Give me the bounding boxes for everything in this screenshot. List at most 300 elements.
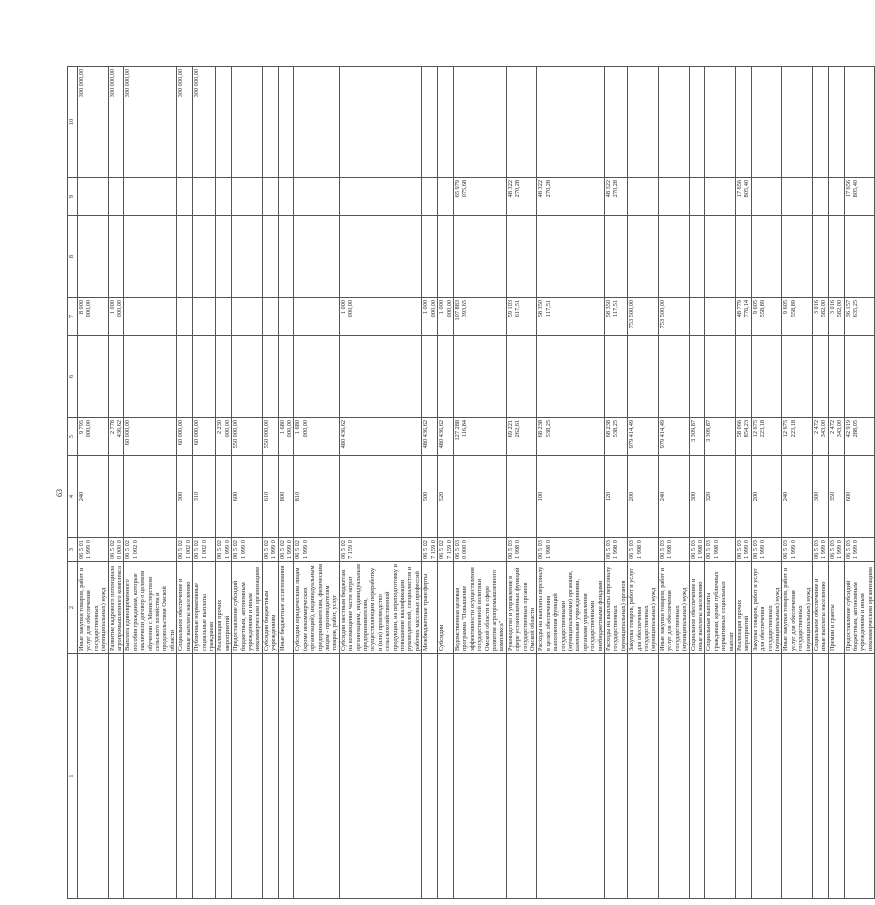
row-number-cell [78,654,109,899]
cell-c8 [232,216,263,298]
cell-c5: 480 436,62 [339,418,421,456]
cell-c6 [108,336,124,418]
cell-name: Иные закупки товаров, работ и услуг для обеспечения государственных (муниципальных) нужд [782,562,813,654]
cell-c6 [628,336,659,418]
row-number-cell [278,654,294,899]
table-row [422,67,438,899]
cell-kvr: 240 [78,456,109,538]
cell-name: Иные бюджетные ассигнования [278,562,294,654]
cell-c9 [124,178,177,216]
table-row [735,67,751,899]
cell-c5: 68 238 538,25 [537,418,605,456]
cell-name: Иные закупки товаров, работ и услуг для обеспечения государственных (муниципальных) нужд [658,562,689,654]
cell-c9 [689,178,705,216]
cell-c8 [78,216,109,298]
cell-code: 06 5 03 1 999 0 [782,538,813,562]
cell-c5: 68 238 538,25 [605,418,628,456]
cell-name: Субсидии [438,562,454,654]
cell-c6 [262,336,278,418]
cell-c10 [537,67,605,178]
table-row [782,67,813,899]
cell-c10 [262,67,278,178]
cell-c6 [844,336,875,418]
cell-c7 [124,298,177,336]
cell-c7: 1 000 000,00 [422,298,438,336]
cell-kvr: 300 [689,456,705,538]
cell-name: Ведомственная целевая программа "Повышение эффективности осуществления государственной политики Омской области в сфере развития агропромышленного комплекса" [453,562,506,654]
cell-code: 06 5 02 1 999 0 [278,538,294,562]
cell-c10 [278,67,294,178]
cell-code: 06 5 02 1 999 0 [294,538,339,562]
budget-table [67,66,875,899]
cell-c6 [751,336,782,418]
table-row [689,67,705,899]
cell-code: 06 5 03 1 998 0 [506,538,537,562]
cell-code: 06 5 01 1 999 0 [78,538,109,562]
table-row [232,67,263,899]
cell-c9: 48 322 270,28 [506,178,537,216]
cell-c6 [658,336,689,418]
cell-c5: 12 675 223,18 [751,418,782,456]
cell-c9 [78,178,109,216]
cell-c6 [124,336,177,418]
cell-c10 [735,67,751,178]
cell-code: 06 5 03 1 998 0 [658,538,689,562]
cell-c9: 17 656 805,40 [735,178,751,216]
cell-kvr [124,456,177,538]
cell-c10 [605,67,628,178]
cell-c5: 1 680 000,00 [278,418,294,456]
cell-c10 [828,67,844,178]
table-row [294,67,339,899]
row-number-cell [453,654,506,899]
cell-kvr: 520 [438,456,454,538]
cell-c5: 60 000,00 [193,418,216,456]
row-number-cell [782,654,813,899]
cell-kvr: 610 [262,456,278,538]
cell-c5: 1 680 000,00 [294,418,339,456]
cell-kvr: 320 [705,456,736,538]
cell-code: 06 5 03 1 998 0 [689,538,705,562]
cell-c5: 550 000,00 [232,418,263,456]
cell-c10 [844,67,875,178]
cell-c5: 480 436,62 [422,418,438,456]
cell-code: 06 5 03 1 999 0 [813,538,829,562]
table-row [537,67,605,899]
cell-name: Закупка товаров, работ и услуг для обеспечения государственных (муниципальных) нужд [751,562,782,654]
cell-c8 [438,216,454,298]
row-number-cell [735,654,751,899]
cell-c9 [177,178,193,216]
cell-name: Реализация прочих мероприятий [216,562,232,654]
cell-c6 [705,336,736,418]
cell-c5: 2 230 000,00 [216,418,232,456]
cell-c8 [628,216,659,298]
cell-c6 [294,336,339,418]
cell-c8 [844,216,875,298]
cell-c8 [124,216,177,298]
table-row [506,67,537,899]
cell-name: Социальное обеспечение и иные выплаты населению [813,562,829,654]
cell-c7: 9 605 558,89 [782,298,813,336]
cell-kvr: 600 [232,456,263,538]
cell-code: 06 5 02 1 999 0 [232,538,263,562]
cell-c9 [828,178,844,216]
row-number-cell [193,654,216,899]
cell-c6 [422,336,438,418]
header-cell: 4 [68,456,78,538]
cell-c9 [278,178,294,216]
cell-c10 [705,67,736,178]
header-cell: 3 [68,538,78,562]
cell-c5: 2 472 343,00 [828,418,844,456]
cell-c9 [751,178,782,216]
cell-c7: 48 779 776,14 [735,298,751,336]
cell-code: 06 5 03 1 998 0 [605,538,628,562]
cell-c8 [294,216,339,298]
row-number-cell [628,654,659,899]
cell-c8 [278,216,294,298]
cell-kvr [735,456,751,538]
page-number: 63 [55,489,64,497]
row-number-cell [658,654,689,899]
cell-c7: 9 605 558,89 [751,298,782,336]
cell-kvr: 310 [193,456,216,538]
cell-c7 [278,298,294,336]
cell-c9 [813,178,829,216]
row-number-cell [294,654,339,899]
cell-code: 06 5 03 1 999 0 [735,538,751,562]
cell-c5: 2 472 343,00 [813,418,829,456]
table-row [108,67,124,899]
cell-c6 [193,336,216,418]
cell-kvr: 300 [813,456,829,538]
cell-kvr: 600 [844,456,875,538]
cell-c8 [658,216,689,298]
cell-c10 [782,67,813,178]
row-number-cell [537,654,605,899]
cell-c5: 12 675 223,18 [782,418,813,456]
row-number-cell [262,654,278,899]
cell-c10 [658,67,689,178]
cell-c5: 550 000,00 [262,418,278,456]
cell-code: 06 5 02 1 999 0 [216,538,232,562]
cell-c8 [537,216,605,298]
cell-c7 [689,298,705,336]
cell-kvr [108,456,124,538]
table-row [844,67,875,899]
cell-name: Иные закупки товаров, работ и услуг для обеспечения государственных (муниципальных) нужд [78,562,109,654]
cell-c8 [813,216,829,298]
cell-c7: 8 000 000,00 [78,298,109,336]
table-row [78,67,109,899]
row-number-cell [506,654,537,899]
row-number-cell [422,654,438,899]
cell-c10 [232,67,263,178]
row-number-cell [689,654,705,899]
cell-c5: 58 066 854,23 [735,418,751,456]
cell-kvr: 300 [177,456,193,538]
cell-code: 06 5 02 1 002 0 [177,538,193,562]
cell-c8 [735,216,751,298]
cell-name: Предоставление субсидий бюджетным, автономным учреждениям и иным некоммерческим организациям [232,562,263,654]
row-number-cell [438,654,454,899]
cell-c6 [453,336,506,418]
cell-c5: 60 000,00 [177,418,193,456]
cell-c10 [628,67,659,178]
cell-name: Развитие кадрового потенциала агропромышленного комплекса [108,562,124,654]
table-row [628,67,659,899]
cell-name: Социальное обеспечение и иные выплаты населению [177,562,193,654]
cell-c8 [751,216,782,298]
cell-code: 06 5 02 7 159 0 [438,538,454,562]
row-number-cell [751,654,782,899]
cell-c6 [828,336,844,418]
cell-c8 [689,216,705,298]
header-cell: 8 [68,216,78,298]
cell-c6 [438,336,454,418]
cell-c9 [628,178,659,216]
cell-c10 [422,67,438,178]
cell-c7: 36 157 635,25 [844,298,875,336]
cell-c10 [216,67,232,178]
cell-c8 [108,216,124,298]
cell-c10 [689,67,705,178]
cell-c9 [262,178,278,216]
cell-code: 06 5 02 1 002 0 [193,538,216,562]
cell-c5: 69 221 262,61 [506,418,537,456]
cell-code: 06 5 03 0 000 0 [453,538,506,562]
cell-name: Предоставление субсидий бюджетным, автономным учреждениям и иным некоммерческим организациям [844,562,875,654]
cell-code: 06 5 02 7 159 0 [422,538,438,562]
header-cell: 7 [68,298,78,336]
cell-c5: 2 778 436,62 [108,418,124,456]
cell-name: Субсидии местным бюджетам на возмещение части затрат организациям, индивидуальным предпринимателям, осуществляющим переработку и (или) производство сельскохозяйственной продукции, на переподготовку и повышение квалификации руководителей, специалистов и рабочих массовых профессий [339,562,421,654]
cell-c10 [438,67,454,178]
table-row [705,67,736,899]
cell-c7: 3 016 582,00 [828,298,844,336]
table-row [262,67,278,899]
cell-c8 [453,216,506,298]
cell-c6 [605,336,628,418]
cell-code: 06 5 02 1 002 0 [124,538,177,562]
cell-kvr [453,456,506,538]
table-row [438,67,454,899]
cell-kvr: 800 [278,456,294,538]
cell-kvr [339,456,421,538]
cell-c8 [177,216,193,298]
cell-name: Субсидии юридическим лицам (кроме некоммерческих организаций), индивидуальным предпринимателям, физическим лицам - производителям товаров, работ, услуг [294,562,339,654]
cell-c7: 107 883 393,65 [453,298,506,336]
cell-c7: 59 103 617,51 [506,298,537,336]
cell-c10: 300 000,00 [108,67,124,178]
cell-c6 [735,336,751,418]
header-row [68,67,78,899]
cell-c9 [108,178,124,216]
cell-c9: 17 656 805,40 [844,178,875,216]
cell-c8 [193,216,216,298]
cell-c8 [216,216,232,298]
header-cell: 1 [68,654,78,899]
cell-c7: 1 000 000,00 [438,298,454,336]
header-cell: 6 [68,336,78,418]
cell-c8 [506,216,537,298]
cell-c5: 9 795 000,00 [78,418,109,456]
cell-c10: 300 000,00 [124,67,177,178]
cell-c5: 3 309,87 [705,418,736,456]
row-number-cell [216,654,232,899]
cell-name: Расходы на выплаты персоналу в целях обеспечения выполнения функций государственными (муниципальными) органами, казенными учреждениями, органами управления государственными внебюджетными фондами [537,562,605,654]
cell-name: Межбюджетные трансферты [422,562,438,654]
cell-c5: 3 309,87 [689,418,705,456]
cell-c10 [339,67,421,178]
cell-code: 06 5 03 1 999 0 [751,538,782,562]
cell-name: Реализация прочих мероприятий [735,562,751,654]
cell-code: 06 5 03 1 998 0 [628,538,659,562]
cell-name: Закупка товаров, работ и услуг для обеспечения государственных (муниципальных) нужд [628,562,659,654]
cell-kvr: 240 [782,456,813,538]
cell-c6 [232,336,263,418]
cell-code: 06 5 03 1 998 0 [537,538,605,562]
header-cell: 9 [68,178,78,216]
row-number-cell [177,654,193,899]
cell-c8 [422,216,438,298]
cell-c8 [705,216,736,298]
header-cell: 2 [68,562,78,654]
cell-c5: 127 288 116,84 [453,418,506,456]
table-row [278,67,294,899]
cell-c9 [294,178,339,216]
cell-kvr: 500 [422,456,438,538]
row-number-cell [844,654,875,899]
cell-c7: 1 000 000,00 [339,298,421,336]
cell-code: 06 5 03 1 999 0 [828,538,844,562]
table-row [193,67,216,899]
rotated-content [53,48,874,905]
cell-kvr [506,456,537,538]
cell-c9: 65 979 075,68 [453,178,506,216]
cell-c7 [294,298,339,336]
cell-code: 06 5 03 1 998 0 [705,538,736,562]
cell-c9 [782,178,813,216]
cell-c10 [751,67,782,178]
cell-code: 06 5 02 0 000 0 [108,538,124,562]
cell-c8 [782,216,813,298]
cell-c10 [813,67,829,178]
cell-c9 [422,178,438,216]
table-row [813,67,829,899]
cell-c6 [537,336,605,418]
cell-c8 [605,216,628,298]
row-number-cell [124,654,177,899]
cell-c9: 48 322 270,28 [605,178,628,216]
document-page [53,48,874,905]
cell-name: Премии и гранты [828,562,844,654]
cell-c10: 300 000,00 [78,67,109,178]
table-row [605,67,628,899]
cell-c8 [262,216,278,298]
row-number-cell [813,654,829,899]
cell-kvr: 200 [628,456,659,538]
cell-c6 [78,336,109,418]
cell-c7: 58 350 117,51 [537,298,605,336]
cell-code: 06 5 02 7 159 0 [339,538,421,562]
cell-c9 [193,178,216,216]
cell-code: 06 5 02 1 999 0 [262,538,278,562]
cell-c9: 48 322 270,28 [537,178,605,216]
cell-c7: 753 500,00 [658,298,689,336]
table-row [453,67,506,899]
table-row [828,67,844,899]
cell-c6 [506,336,537,418]
cell-c7: 753 500,00 [628,298,659,336]
cell-c6 [339,336,421,418]
cell-c9 [232,178,263,216]
cell-name: Субсидии бюджетным учреждениям [262,562,278,654]
cell-c10 [453,67,506,178]
cell-c5: 979 414,49 [628,418,659,456]
cell-c6 [177,336,193,418]
cell-c7 [232,298,263,336]
cell-name: Расходы на выплаты персоналу государственных (муниципальных) органов [605,562,628,654]
cell-c7: 1 000 000,00 [108,298,124,336]
row-number-cell [232,654,263,899]
cell-kvr: 350 [828,456,844,538]
table-row [124,67,177,899]
row-number-cell [705,654,736,899]
cell-c7 [193,298,216,336]
cell-c5: 979 414,49 [658,418,689,456]
cell-c7: 58 350 117,51 [605,298,628,336]
cell-c7 [262,298,278,336]
cell-c7: 3 016 582,00 [813,298,829,336]
table-row [658,67,689,899]
cell-code: 06 5 03 1 999 0 [844,538,875,562]
table-row [751,67,782,899]
cell-c9 [339,178,421,216]
cell-c9 [216,178,232,216]
cell-c6 [689,336,705,418]
row-number-cell [828,654,844,899]
cell-kvr [216,456,232,538]
cell-c6 [782,336,813,418]
cell-kvr: 240 [658,456,689,538]
row-number-cell [108,654,124,899]
cell-c5: 480 436,62 [438,418,454,456]
cell-c10 [506,67,537,178]
header-cell: 10 [68,67,78,178]
cell-c9 [705,178,736,216]
cell-c8 [339,216,421,298]
cell-c7 [705,298,736,336]
cell-c7 [177,298,193,336]
table-row [177,67,193,899]
cell-name: Социальное обеспечение и иные выплаты населению [689,562,705,654]
cell-c9 [658,178,689,216]
cell-kvr: 810 [294,456,339,538]
cell-name: Публичные нормативные социальные выплаты гражданам [193,562,216,654]
cell-c6 [216,336,232,418]
table-row [216,67,232,899]
cell-kvr: 200 [751,456,782,538]
cell-c8 [828,216,844,298]
row-number-cell [339,654,421,899]
cell-name: Руководство и управление в сфере установленных функций государственных органов Омской области [506,562,537,654]
cell-c7 [216,298,232,336]
cell-kvr: 100 [537,456,605,538]
cell-c10 [294,67,339,178]
cell-name: Социальные выплаты гражданам, кроме публичных нормативных социальных выплат [705,562,736,654]
